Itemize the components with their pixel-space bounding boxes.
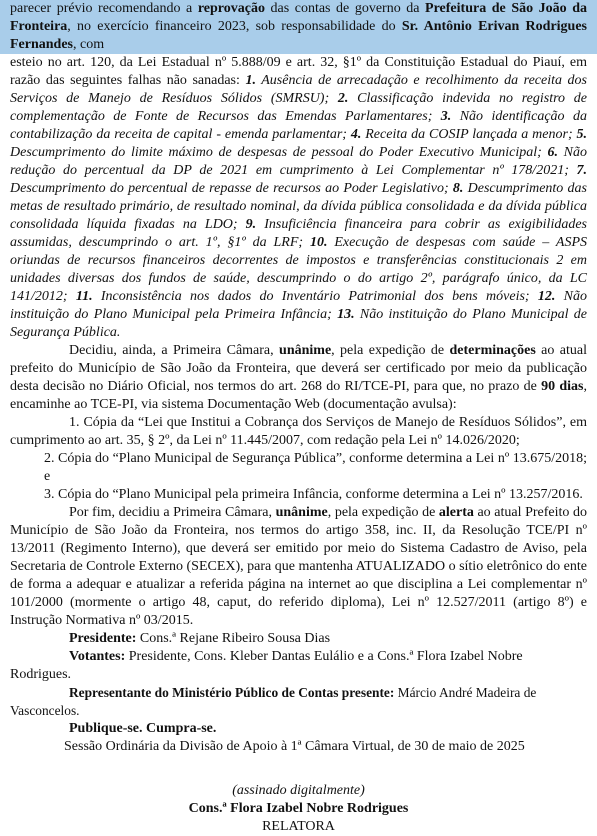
text: parecer prévio recomendando a bbox=[10, 1, 198, 16]
bold-text: Prefeitura de São João da Fronteira bbox=[10, 1, 588, 34]
determinations-paragraph bbox=[10, 342, 587, 414]
failure-number: 11. bbox=[75, 289, 93, 304]
spacer bbox=[10, 774, 587, 782]
failure-text: Não instituição do Plano Municipal de Segurança Pública. bbox=[10, 307, 587, 340]
text: Decidiu, ainda, a Primeira Câmara, bbox=[69, 343, 280, 358]
failure-text: Classificação indevida no registro de complementação de Fonte de Recursos das Emendas Parlamentares; bbox=[10, 91, 587, 124]
text: Cons.ª Rejane Ribeiro Sousa Dias bbox=[136, 631, 331, 646]
failures-paragraph bbox=[10, 54, 587, 342]
failure-number: 7. bbox=[576, 163, 587, 178]
failure-text: Não instituição do Plano Municipal pela Primeira Infância; bbox=[10, 289, 587, 322]
text: , encaminhe ao TCE-PI, via sistema Documentação Web (documentação avulsa): bbox=[10, 379, 588, 412]
text: ao atual Prefeito do Município de São João da Fronteira, nos termos do artigo 358, inc. II, da Resolução TCE/PI nº 13/2011 (Regimento Interno), que deverá ser emitido por meio do Sistema Cadastro de Aviso, pela Secretaria de Controle Externo (SECEX), para que mantenha ATUALIZADO o sítio eletrônico do ente de forma a adequar e atualizar a referida página na internet ao que disciplina a Lei complementar nº 101/2000 (mormente o artigo 48, caput, do referido diploma), Lei nº 12.527/2011 (artigo 8º) e Instrução Normativa nº 03/2015. bbox=[10, 505, 587, 628]
presidente-line bbox=[10, 630, 587, 648]
text: ao atual prefeito do Município de São João da Fronteira, que deverá ser certificado por meio da publicação desta decisão no Diário Oficial, nos termos do art. 268 do RI/TCE-PI, para que, no prazo de bbox=[10, 343, 587, 394]
failure-number: 12. bbox=[537, 289, 556, 304]
failure-text: Ausência de arrecadação e recolhimento da receita dos Serviços de Manejo de Resíduos Sólidos (SMRSU); bbox=[10, 73, 587, 106]
failure-number: 3. bbox=[440, 109, 452, 124]
failure-number: 1. bbox=[245, 73, 256, 88]
text: , pela expedição de bbox=[327, 505, 439, 520]
failure-number: 6. bbox=[547, 145, 558, 160]
failure-text: Execução de despesas com saúde – ASPS oriundas de recursos financeiros decorrentes de impostos e transferências constitucionais 2 em unidades diversas dos fundos de saúde, descumprindo o do artigo 2º, parágrafo único, da LC 141/2012; bbox=[10, 235, 587, 304]
bold-text: reprovação bbox=[197, 1, 265, 16]
failure-text: Insuficiência financeira para cobrir as exigibilidades assumidas, descumprindo o art. 1º, §1º da LRF; bbox=[10, 217, 587, 250]
signature-note: (assinado digitalmente) bbox=[232, 783, 365, 798]
failure-number: 13. bbox=[337, 307, 355, 322]
failure-text: Não identificação da contabilização da receita de capital - emenda parlamentar; bbox=[10, 109, 587, 142]
failure-text: Receita da COSIP lançada a menor; bbox=[361, 127, 577, 142]
text: esteio no art. 120, da Lei Estadual nº 5.888/09 e art. 32, §1º da Constituição Estadual do Piauí, em razão das seguintes falhas não sanadas: bbox=[10, 55, 587, 88]
text: Márcio André Madeira de Vasconcelos. bbox=[10, 685, 537, 718]
text: , pela expedição de bbox=[331, 343, 450, 358]
list-item: 3. Cópia do “Plano Municipal pela primeira Infância, conforme determina a Lei nº 13.257/2016. bbox=[44, 487, 583, 502]
mp-line bbox=[10, 684, 587, 720]
text: , no exercício financeiro 2023, sob responsabilidade do bbox=[67, 19, 402, 34]
list-item: 2. Cópia do “Plano Municipal de Segurança Pública”, conforme determina a Lei nº 13.675/2018; e bbox=[44, 451, 587, 484]
failure-number: 8. bbox=[452, 181, 464, 196]
bold-text: Votantes: bbox=[69, 649, 126, 664]
failure-number: 10. bbox=[309, 235, 328, 250]
spacer bbox=[10, 756, 587, 774]
alert-paragraph bbox=[10, 504, 587, 630]
bold-text: Publique-se. Cumpra-se. bbox=[69, 721, 217, 736]
text: Presidente, Cons. Kleber Dantas Eulálio e a Cons.ª Flora Izabel Nobre Rodrigues. bbox=[10, 649, 523, 682]
bold-text: Presidente: bbox=[69, 631, 137, 646]
bold-text: Representante do Ministério Público de Contas presente: bbox=[69, 685, 395, 700]
bold-text: unânime bbox=[275, 505, 328, 520]
bold-text: determinações bbox=[449, 343, 536, 358]
session-line: Sessão Ordinária da Divisão de Apoio à 1ª Câmara Virtual, de 30 de maio de 2025 bbox=[64, 739, 525, 754]
bold-text: Sr. Antônio Erivan Rodrigues Fernandes bbox=[10, 19, 588, 52]
text: Por fim, decidiu a Primeira Câmara, bbox=[69, 505, 276, 520]
signer-name: Cons.ª Flora Izabel Nobre Rodrigues bbox=[188, 801, 409, 816]
bold-text: unânime bbox=[279, 343, 332, 358]
failure-text: Descumprimento do percentual de repasse de recursos ao Poder Legislativo; bbox=[10, 181, 453, 196]
signer-role: RELATORA bbox=[262, 819, 335, 834]
failure-number: 4. bbox=[350, 127, 362, 142]
failure-number: 2. bbox=[337, 91, 349, 106]
failure-text: Descumprimento do limite máximo de despesas de pessoal do Poder Executivo Municipal; bbox=[10, 145, 548, 160]
list-item: 1. Cópia da “Lei que Institui a Cobrança dos Serviços de Manejo de Resíduos Sólidos”, em cumprimento ao art. 35, § 2º, da Lei nº 11.445/2007, com redação pela Lei nº 14.026/2020; bbox=[10, 415, 587, 448]
bold-text: 90 dias bbox=[541, 379, 584, 394]
failure-number: 9. bbox=[245, 217, 257, 232]
text: , com bbox=[73, 37, 105, 52]
failure-text: Não redução do percentual da DP de 2021 em cumprimento à Lei Complementar nº 178/2021; bbox=[10, 145, 587, 178]
bold-text: alerta bbox=[438, 505, 474, 520]
failure-text: Inconsistência nos dados do Inventário Patrimonial dos bens móveis; bbox=[92, 289, 538, 304]
publique-line bbox=[10, 720, 587, 738]
failure-number: 5. bbox=[576, 127, 587, 142]
text: das contas de governo da bbox=[264, 1, 426, 16]
failure-text: Descumprimento das metas de resultado primário, de resultado nominal, da dívida pública consolidada e da dívida pública consolidada líquida fixadas na LDO; bbox=[10, 181, 587, 232]
highlighted-text bbox=[0, 0, 597, 54]
votantes-line bbox=[10, 648, 587, 684]
